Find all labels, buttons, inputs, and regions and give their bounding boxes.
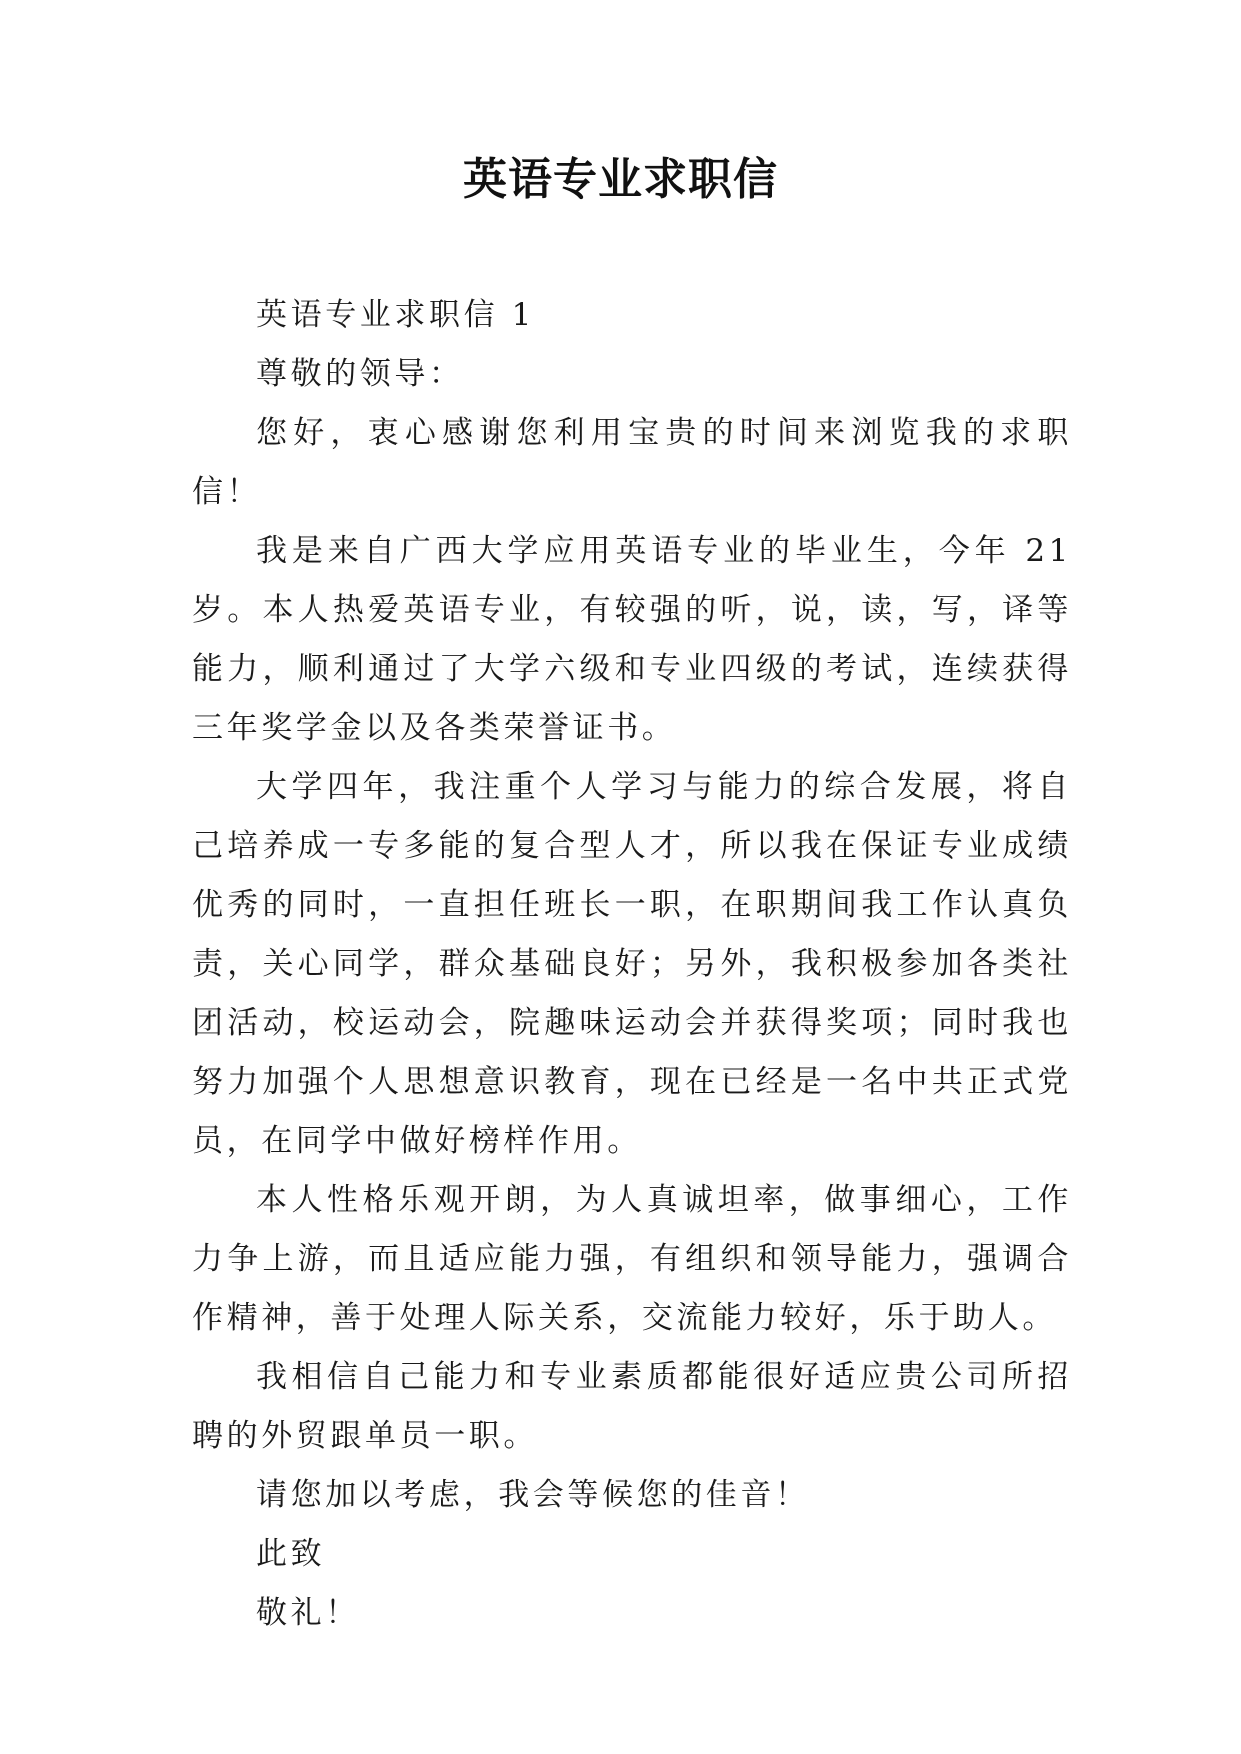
closing-salute: 敬礼！ bbox=[256, 1595, 360, 1631]
letter-heading: 英语专业求职信 1 bbox=[256, 297, 535, 333]
introduction-paragraph: 我是来自广西大学应用英语专业的毕业生，今年 21 岁。本人热爱英语专业，有较强的听，说，读，写，译等能力，顺利通过了大学六级和专业四级的考试，连续获得三年奖学金以及各类荣誉证书。 bbox=[192, 533, 1072, 746]
suitability-paragraph: 我相信自己能力和专业素质都能很好适应贵公司所招聘的外贸跟单员一职。 bbox=[192, 1359, 1072, 1454]
document-body bbox=[192, 286, 1072, 1643]
document-title: 英语专业求职信 bbox=[463, 154, 778, 205]
personality-paragraph: 本人性格乐观开朗，为人真诚坦率，做事细心，工作力争上游，而且适应能力强，有组织和领导能力，强调合作精神，善于处理人际关系，交流能力较好，乐于助人。 bbox=[192, 1182, 1072, 1336]
salutation: 尊敬的领导： bbox=[256, 356, 464, 392]
request-paragraph: 请您加以考虑，我会等候您的佳音！ bbox=[256, 1477, 810, 1513]
university-paragraph: 大学四年，我注重个人学习与能力的综合发展，将自己培养成一专多能的复合型人才，所以我在保证专业成绩优秀的同时，一直担任班长一职，在职期间我工作认真负责，关心同学，群众基础良好；另外，我积极参加各类社团活动，校运动会，院趣味运动会并获得奖项；同时我也努力加强个人思想意识教育，现在已经是一名中共正式党员，在同学中做好榜样作用。 bbox=[192, 769, 1072, 1159]
greeting-paragraph: 您好，衷心感谢您利用宝贵的时间来浏览我的求职信！ bbox=[192, 415, 1072, 510]
closing-line: 此致 bbox=[256, 1536, 326, 1572]
